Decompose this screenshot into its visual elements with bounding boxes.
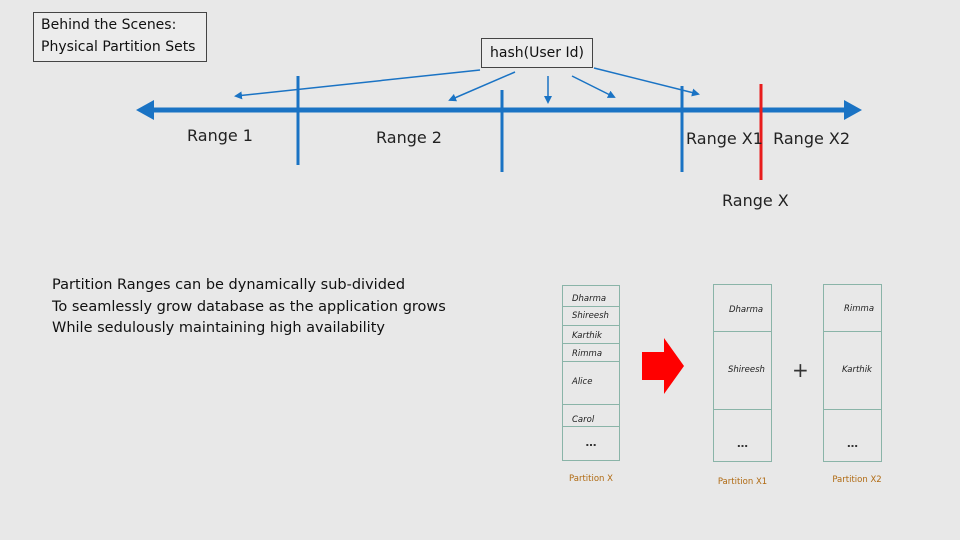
partition-x1-label: Partition X1: [717, 477, 768, 487]
partition-x-item: Dharma: [572, 294, 607, 304]
axis-right-arrow: [844, 100, 862, 120]
description-text: [52, 275, 446, 340]
partition-x-item: Shireesh: [572, 311, 609, 321]
partition-x-row-divider: [563, 306, 619, 307]
partition-x1-item: Dharma: [729, 305, 764, 315]
partition-x1-row-divider: [714, 409, 771, 410]
partition-x2-row-divider: [824, 409, 881, 410]
hash-arrow-5: [594, 68, 698, 94]
description-line-1: Partition Ranges can be dynamically sub-divided: [52, 277, 406, 293]
partition-x-item: Alice: [572, 377, 593, 387]
partition-x-row-divider: [563, 404, 619, 405]
axis-left-arrow: [136, 100, 154, 120]
partition-x2-ellipsis: …: [847, 437, 858, 450]
partition-x-label: Partition X: [569, 474, 613, 484]
description-line-3: While sedulously maintaining high availability: [52, 320, 385, 336]
plus-sign: +: [792, 358, 809, 382]
range-x1-x2-label: Range X1 Range X2: [686, 129, 851, 148]
partition-x1-item: Shireesh: [728, 365, 765, 375]
transform-arrow-icon: [640, 336, 686, 396]
partition-x-item: Rimma: [572, 349, 603, 359]
partition-x2: [823, 284, 882, 462]
partition-x-row-divider: [563, 343, 619, 344]
hash-arrow-2: [450, 72, 515, 100]
partition-x-row-divider: [563, 426, 619, 427]
hash-box: hash(User Id): [481, 38, 593, 68]
partition-x-item: Karthik: [572, 331, 602, 341]
partition-x2-item: Rimma: [844, 304, 875, 314]
partition-x2-label: Partition X2: [832, 475, 882, 485]
title-line-1: Behind the Scenes:: [41, 17, 177, 33]
partition-x-item: Carol: [572, 415, 595, 425]
range-1-label: Range 1: [187, 126, 253, 145]
range-2-label: Range 2: [376, 128, 442, 147]
partition-x1-ellipsis: …: [737, 437, 748, 450]
partition-x1-row-divider: [714, 331, 771, 332]
hash-arrow-1: [236, 70, 480, 96]
title-line-2: Physical Partition Sets: [41, 39, 196, 55]
partition-x: [562, 285, 620, 461]
partition-x1: [713, 284, 772, 462]
partition-x-row-divider: [563, 361, 619, 362]
partition-x2-row-divider: [824, 331, 881, 332]
description-line-2: To seamlessly grow database as the application grows: [52, 298, 446, 315]
range-x-label: Range X: [722, 191, 789, 210]
partition-x2-item: Karthik: [842, 365, 872, 375]
partition-x-ellipsis: …: [585, 436, 597, 449]
partition-x-row-divider: [563, 325, 619, 326]
hash-arrow-4: [572, 76, 614, 97]
